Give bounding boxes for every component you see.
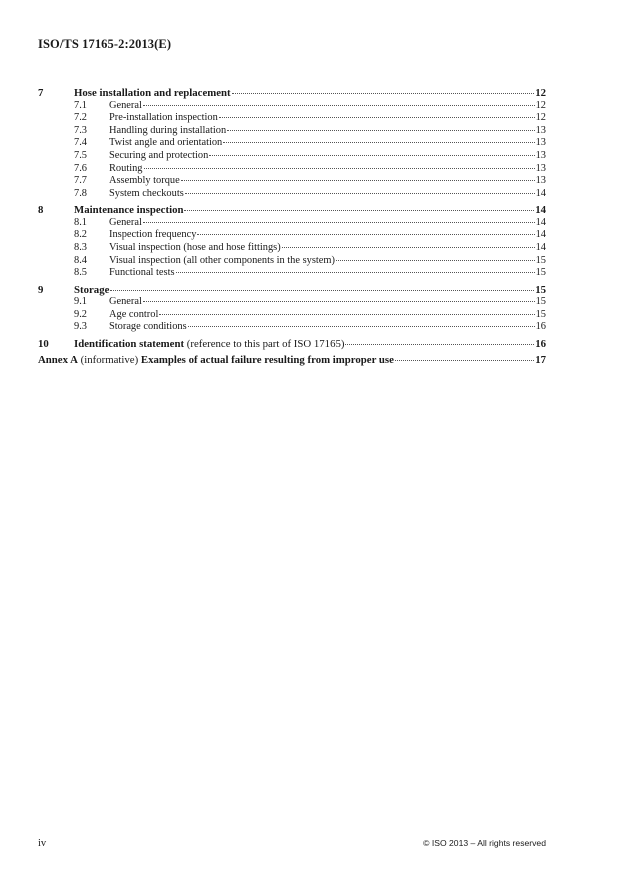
toc-entry-title <box>74 87 231 100</box>
dot-leader <box>336 260 535 261</box>
toc-entry-number: 9 <box>38 283 44 296</box>
toc-page-number: 15 <box>535 267 546 279</box>
toc-page-number: 12 <box>535 112 546 124</box>
toc-page-number: 14 <box>535 187 546 199</box>
toc-entry-title <box>38 354 394 367</box>
toc-subentry-number: 9.1 <box>74 296 87 308</box>
toc-subentry[interactable] <box>38 188 546 201</box>
toc-subentry-number: 8.2 <box>74 229 87 241</box>
toc-subentry[interactable] <box>38 321 546 334</box>
toc-subentry-number: 9.3 <box>74 321 87 333</box>
toc-subentry-title: General <box>109 216 142 228</box>
toc-entry-title-text: Storage <box>74 283 110 296</box>
toc-subentry[interactable] <box>38 309 546 322</box>
toc-subentry[interactable] <box>38 150 546 163</box>
toc-entry[interactable] <box>38 204 546 217</box>
toc-page-number: 16 <box>535 321 546 333</box>
toc-page-number: 13 <box>535 162 546 174</box>
toc-subentry[interactable] <box>38 217 546 230</box>
dot-leader <box>184 210 534 211</box>
toc-subentry[interactable] <box>38 137 546 150</box>
toc-subentry-number: 7.6 <box>74 162 87 174</box>
toc-entry-title-note: (reference to this part of ISO 17165) <box>184 337 345 350</box>
toc-page-number: 13 <box>535 137 546 149</box>
toc-subentry[interactable] <box>38 125 546 138</box>
toc-subentry-title: Pre-installation inspection <box>109 112 218 124</box>
toc-entry-title-text: Hose installation and replacement <box>74 87 231 99</box>
toc-page-number: 14 <box>535 204 546 217</box>
dot-leader <box>188 326 535 327</box>
toc-subentry-number: 8.3 <box>74 241 87 253</box>
toc-subentry-title: Age control <box>109 308 159 320</box>
toc-subentry-title: Storage conditions <box>109 321 187 333</box>
toc-subentry-title: General <box>109 296 142 308</box>
toc-subentry[interactable] <box>38 242 546 255</box>
toc-subentry[interactable] <box>38 255 546 268</box>
toc-subentry-number: 8.4 <box>74 254 87 266</box>
toc-entry-number: 7 <box>38 87 44 99</box>
toc-subentry-number: 9.2 <box>74 308 87 320</box>
dot-leader <box>176 272 535 273</box>
toc-entry[interactable] <box>38 284 546 297</box>
toc-page-number: 13 <box>535 124 546 136</box>
toc-page-number: 13 <box>535 149 546 161</box>
dot-leader <box>143 222 535 223</box>
dot-leader <box>185 193 535 194</box>
dot-leader <box>227 130 534 131</box>
toc-subentry-title: Visual inspection (hose and hose fittings) <box>109 241 281 253</box>
toc-subentry-number: 7.5 <box>74 149 87 161</box>
toc-subentry-number: 8.1 <box>74 216 87 228</box>
table-of-contents <box>38 87 546 367</box>
toc-subentry[interactable] <box>38 112 546 125</box>
toc-subentry-title: Inspection frequency <box>109 229 197 241</box>
toc-page-number: 15 <box>535 283 546 296</box>
toc-entry[interactable] <box>38 354 546 367</box>
dot-leader <box>143 301 535 302</box>
toc-subentry[interactable] <box>38 267 546 280</box>
document-id-header: ISO/TS 17165-2:2013(E) <box>38 37 172 51</box>
dot-leader <box>209 155 534 156</box>
copyright-notice: © ISO 2013 – All rights reserved <box>423 838 546 848</box>
toc-subentry[interactable] <box>38 100 546 113</box>
dot-leader <box>143 105 535 106</box>
toc-page-number: 14 <box>535 241 546 253</box>
dot-leader <box>144 168 535 169</box>
toc-subentry-number: 7.7 <box>74 175 87 187</box>
toc-entry[interactable] <box>38 338 546 351</box>
toc-entry-title <box>74 204 183 217</box>
dot-leader <box>345 344 534 345</box>
toc-page-number: 14 <box>535 216 546 228</box>
toc-subentry[interactable] <box>38 229 546 242</box>
toc-entry-number: 10 <box>38 337 49 350</box>
page-number: iv <box>38 838 47 849</box>
annex-label: Annex A <box>38 354 78 367</box>
toc-entry-title <box>74 338 344 351</box>
toc-subentry[interactable] <box>38 163 546 176</box>
toc-subentry-title: Routing <box>109 162 143 174</box>
dot-leader <box>282 247 535 248</box>
toc-subentry-title: Handling during installation <box>109 124 227 136</box>
toc-entry-title-text: Identification statement <box>74 337 185 350</box>
toc-subentry[interactable] <box>38 296 546 309</box>
toc-subentry-number: 7.8 <box>74 187 87 199</box>
toc-page-number: 15 <box>535 308 546 320</box>
dot-leader <box>197 234 534 235</box>
toc-subentry-title: Functional tests <box>109 267 175 279</box>
toc-entry-number: 8 <box>38 204 44 217</box>
toc-subentry-title: Assembly torque <box>109 175 180 187</box>
dot-leader <box>395 360 534 361</box>
dot-leader <box>223 142 534 143</box>
toc-page-number: 12 <box>535 99 546 111</box>
toc-subentry-number: 7.2 <box>74 112 87 124</box>
toc-entry-title <box>74 284 109 297</box>
toc-subentry-title: Securing and protection <box>109 149 209 161</box>
toc-page-number: 15 <box>535 296 546 308</box>
toc-subentry-number: 8.5 <box>74 267 87 279</box>
annex-type: (informative) <box>77 354 141 367</box>
toc-page-number: 17 <box>535 354 546 367</box>
annex-title: Examples of actual failure resulting from improper use <box>140 354 394 367</box>
toc-subentry-title: Visual inspection (all other components in the system) <box>109 254 335 266</box>
dot-leader <box>159 314 534 315</box>
toc-page-number: 14 <box>535 229 546 241</box>
toc-subentry-number: 7.1 <box>74 99 87 111</box>
toc-page-number: 12 <box>535 87 546 99</box>
toc-subentry-number: 7.4 <box>74 137 87 149</box>
toc-entry[interactable] <box>38 87 546 100</box>
toc-entry-title-text: Maintenance inspection <box>74 204 184 217</box>
dot-leader <box>181 180 535 181</box>
toc-subentry[interactable] <box>38 175 546 188</box>
toc-subentry-title: System checkouts <box>109 187 184 199</box>
toc-page-number: 15 <box>535 254 546 266</box>
dot-leader <box>110 290 534 291</box>
toc-subentry-title: Twist angle and orientation <box>109 137 223 149</box>
dot-leader <box>232 93 535 94</box>
toc-page-number: 13 <box>535 175 546 187</box>
toc-subentry-number: 7.3 <box>74 124 87 136</box>
toc-page-number: 16 <box>535 337 546 350</box>
toc-subentry-title: General <box>109 99 142 111</box>
dot-leader <box>219 117 535 118</box>
